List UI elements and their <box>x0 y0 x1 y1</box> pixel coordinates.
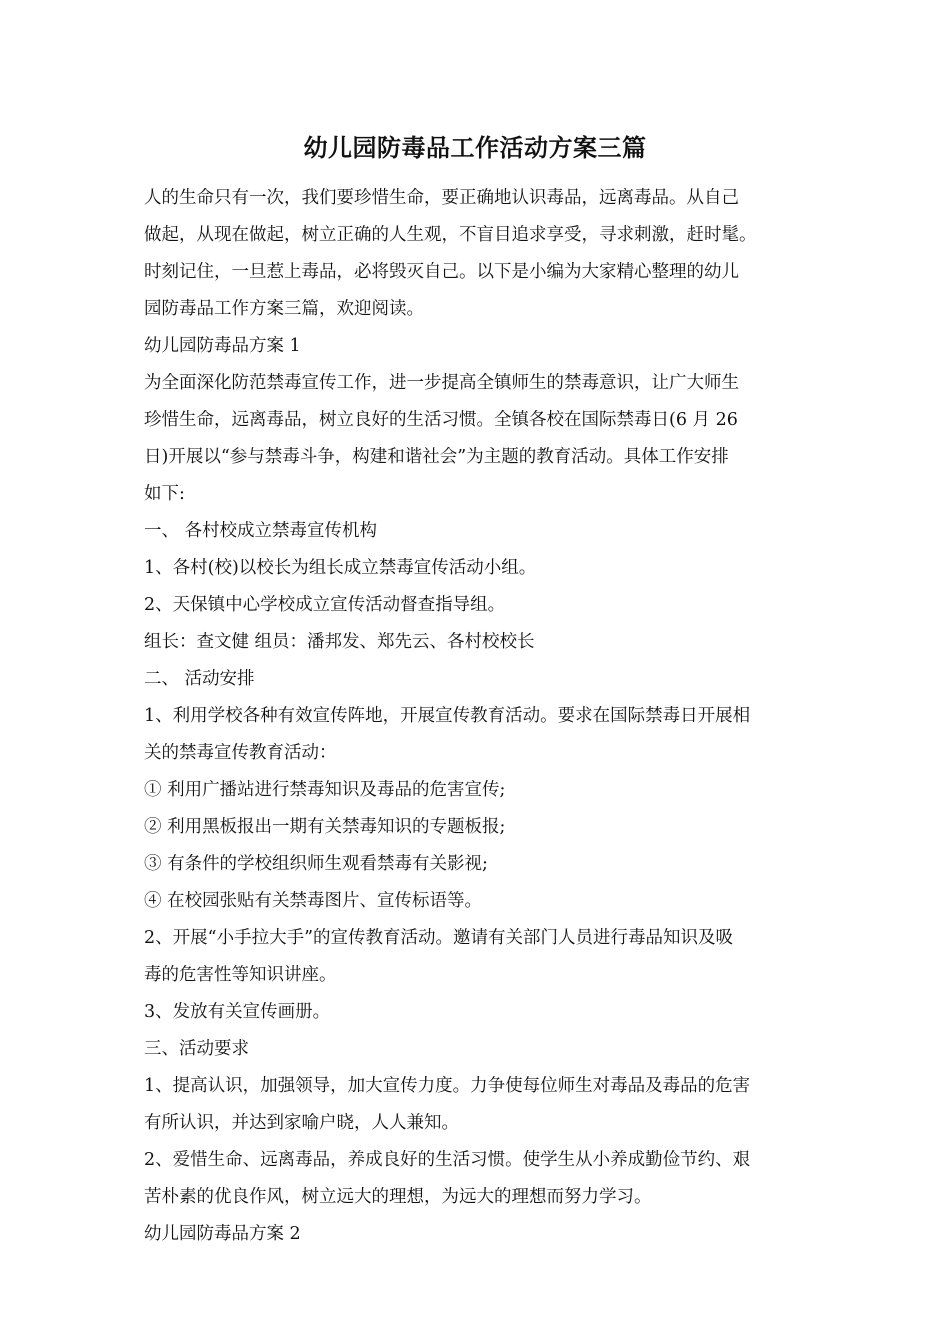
list-item: 2、天保镇中心学校成立宣传活动督查指导组。 <box>144 595 506 615</box>
list-item: 1、各村(校)以校长为组长成立禁毒宣传活动小组。 <box>144 558 537 578</box>
text-line: 日)开展以“参与禁毒斗争，构建和谐社会”为主题的教育活动。具体工作安排 <box>144 447 729 467</box>
text-line: 珍惜生命，远离毒品，树立良好的生活习惯。全镇各校在国际禁毒日(6 月 26 <box>144 410 738 430</box>
text-line: 苦朴素的优良作风，树立远大的理想，为远大的理想而努力学习。 <box>144 1187 652 1207</box>
text-line: 时刻记住，一旦惹上毒品，必将毁灭自己。以下是小编为大家精心整理的幼儿 <box>144 262 739 282</box>
section-heading: 幼儿园防毒品方案 1 <box>144 336 301 356</box>
subsection-heading: 一、 各村校成立禁毒宣传机构 <box>144 521 378 541</box>
list-item: 1、提高认识，加强领导，加大宣传力度。力争使每位师生对毒品及毒品的危害 <box>144 1076 751 1096</box>
subsection-heading: 三、活动要求 <box>144 1039 249 1059</box>
list-item: 1、利用学校各种有效宣传阵地，开展宣传教育活动。要求在国际禁毒日开展相 <box>144 706 751 726</box>
document-body <box>144 180 824 1253</box>
text-line: 做起，从现在做起，树立正确的人生观，不盲目追求享受，寻求刺激，赶时髦。 <box>144 225 757 245</box>
list-item: ④ 在校园张贴有关禁毒图片、宣传标语等。 <box>144 891 483 911</box>
list-item: 2、爱惜生命、远离毒品，养成良好的生活习惯。使学生从小养成勤俭节约、艰 <box>144 1150 751 1170</box>
list-item: 2、开展“小手拉大手”的宣传教育活动。邀请有关部门人员进行毒品知识及吸 <box>144 928 734 948</box>
text-line: 为全面深化防范禁毒宣传工作，进一步提高全镇师生的禁毒意识，让广大师生 <box>144 373 739 393</box>
subsection-heading: 二、 活动安排 <box>144 669 255 689</box>
text-line: 如下: <box>144 484 185 504</box>
list-item: ③ 有条件的学校组织师生观看禁毒有关影视; <box>144 854 488 874</box>
list-item: ② 利用黑板报出一期有关禁毒知识的专题板报; <box>144 817 506 837</box>
list-item: 3、发放有关宣传画册。 <box>144 1002 331 1022</box>
document-title: 幼儿园防毒品工作活动方案三篇 <box>303 133 647 162</box>
text-line: 关的禁毒宣传教育活动： <box>144 743 337 763</box>
text-line: 有所认识，并达到家喻户晓，人人兼知。 <box>144 1113 459 1133</box>
section-heading: 幼儿园防毒品方案 2 <box>144 1224 301 1244</box>
text-line: 毒的危害性等知识讲座。 <box>144 965 337 985</box>
text-line: 人的生命只有一次，我们要珍惜生命，要正确地认识毒品，远离毒品。从自己 <box>144 188 739 208</box>
text-line: 园防毒品工作方案三篇，欢迎阅读。 <box>144 299 424 319</box>
text-line: 组长：查文健 组员：潘邦发、郑先云、各村校校长 <box>144 632 535 652</box>
list-item: ① 利用广播站进行禁毒知识及毒品的危害宣传; <box>144 780 506 800</box>
